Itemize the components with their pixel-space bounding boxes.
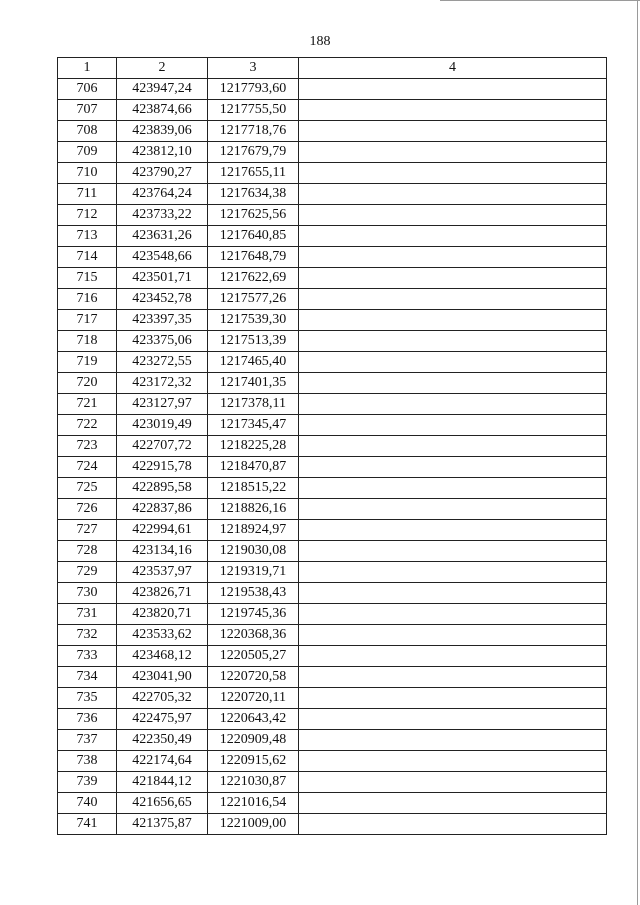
notes-cell xyxy=(299,772,607,793)
x-coordinate-cell: 423127,97 xyxy=(117,394,208,415)
point-number-cell: 711 xyxy=(58,184,117,205)
y-coordinate-cell: 1217539,30 xyxy=(208,310,299,331)
table-row xyxy=(58,226,607,247)
notes-cell xyxy=(299,646,607,667)
x-coordinate-cell: 423812,10 xyxy=(117,142,208,163)
y-coordinate-cell: 1217718,76 xyxy=(208,121,299,142)
x-coordinate-cell: 423826,71 xyxy=(117,583,208,604)
x-coordinate-cell: 423631,26 xyxy=(117,226,208,247)
table-row xyxy=(58,394,607,415)
y-coordinate-cell: 1220505,27 xyxy=(208,646,299,667)
y-coordinate-cell: 1217465,40 xyxy=(208,352,299,373)
table-row xyxy=(58,625,607,646)
notes-cell xyxy=(299,436,607,457)
point-number-cell: 714 xyxy=(58,247,117,268)
x-coordinate-cell: 422994,61 xyxy=(117,520,208,541)
table-row xyxy=(58,709,607,730)
table-row xyxy=(58,478,607,499)
x-coordinate-cell: 423533,62 xyxy=(117,625,208,646)
y-coordinate-cell: 1218515,22 xyxy=(208,478,299,499)
page-number: 188 xyxy=(309,34,331,49)
point-number-cell: 729 xyxy=(58,562,117,583)
table-row xyxy=(58,163,607,184)
table-row xyxy=(58,205,607,226)
notes-cell xyxy=(299,457,607,478)
x-coordinate-cell: 423839,06 xyxy=(117,121,208,142)
notes-cell xyxy=(299,289,607,310)
y-coordinate-cell: 1217679,79 xyxy=(208,142,299,163)
notes-cell xyxy=(299,751,607,772)
point-number-cell: 732 xyxy=(58,625,117,646)
notes-cell xyxy=(299,373,607,394)
notes-cell xyxy=(299,79,607,100)
x-coordinate-cell: 423452,78 xyxy=(117,289,208,310)
y-coordinate-cell: 1218470,87 xyxy=(208,457,299,478)
notes-cell xyxy=(299,478,607,499)
x-coordinate-cell: 423019,49 xyxy=(117,415,208,436)
column-header-notes: 4 xyxy=(299,58,607,79)
x-coordinate-cell: 422350,49 xyxy=(117,730,208,751)
y-coordinate-cell: 1220915,62 xyxy=(208,751,299,772)
x-coordinate-cell: 421375,87 xyxy=(117,814,208,835)
y-coordinate-cell: 1221016,54 xyxy=(208,793,299,814)
notes-cell xyxy=(299,667,607,688)
point-number-cell: 728 xyxy=(58,541,117,562)
notes-cell xyxy=(299,205,607,226)
x-coordinate-cell: 423790,27 xyxy=(117,163,208,184)
table-row xyxy=(58,436,607,457)
y-coordinate-cell: 1217625,56 xyxy=(208,205,299,226)
y-coordinate-cell: 1217655,11 xyxy=(208,163,299,184)
point-number-cell: 710 xyxy=(58,163,117,184)
point-number-cell: 722 xyxy=(58,415,117,436)
y-coordinate-cell: 1217640,85 xyxy=(208,226,299,247)
notes-cell xyxy=(299,226,607,247)
notes-cell xyxy=(299,520,607,541)
point-number-cell: 731 xyxy=(58,604,117,625)
x-coordinate-cell: 422895,58 xyxy=(117,478,208,499)
point-number-cell: 724 xyxy=(58,457,117,478)
y-coordinate-cell: 1220720,11 xyxy=(208,688,299,709)
notes-cell xyxy=(299,583,607,604)
point-number-cell: 741 xyxy=(58,814,117,835)
x-coordinate-cell: 423874,66 xyxy=(117,100,208,121)
y-coordinate-cell: 1217513,39 xyxy=(208,331,299,352)
point-number-cell: 720 xyxy=(58,373,117,394)
notes-cell xyxy=(299,268,607,289)
table-row xyxy=(58,268,607,289)
y-coordinate-cell: 1217648,79 xyxy=(208,247,299,268)
notes-cell xyxy=(299,121,607,142)
y-coordinate-cell: 1217577,26 xyxy=(208,289,299,310)
scan-edge-line-right xyxy=(637,0,638,905)
notes-cell xyxy=(299,793,607,814)
coordinates-table xyxy=(57,57,607,835)
point-number-cell: 738 xyxy=(58,751,117,772)
point-number-cell: 740 xyxy=(58,793,117,814)
x-coordinate-cell: 423501,71 xyxy=(117,268,208,289)
point-number-cell: 735 xyxy=(58,688,117,709)
y-coordinate-cell: 1218924,97 xyxy=(208,520,299,541)
table-row xyxy=(58,352,607,373)
x-coordinate-cell: 423375,06 xyxy=(117,331,208,352)
point-number-cell: 706 xyxy=(58,79,117,100)
x-coordinate-cell: 423272,55 xyxy=(117,352,208,373)
x-coordinate-cell: 423548,66 xyxy=(117,247,208,268)
y-coordinate-cell: 1217401,35 xyxy=(208,373,299,394)
point-number-cell: 730 xyxy=(58,583,117,604)
table-row xyxy=(58,142,607,163)
y-coordinate-cell: 1219745,36 xyxy=(208,604,299,625)
column-header-x: 2 xyxy=(117,58,208,79)
table-row xyxy=(58,604,607,625)
x-coordinate-cell: 422174,64 xyxy=(117,751,208,772)
notes-cell xyxy=(299,499,607,520)
point-number-cell: 717 xyxy=(58,310,117,331)
y-coordinate-cell: 1217378,11 xyxy=(208,394,299,415)
table-row xyxy=(58,499,607,520)
table-row xyxy=(58,667,607,688)
table-row xyxy=(58,730,607,751)
table-header-row xyxy=(58,58,607,79)
table-row xyxy=(58,520,607,541)
notes-cell xyxy=(299,310,607,331)
point-number-cell: 715 xyxy=(58,268,117,289)
table-row xyxy=(58,415,607,436)
notes-cell xyxy=(299,394,607,415)
point-number-cell: 723 xyxy=(58,436,117,457)
x-coordinate-cell: 423733,22 xyxy=(117,205,208,226)
x-coordinate-cell: 423397,35 xyxy=(117,310,208,331)
point-number-cell: 707 xyxy=(58,100,117,121)
y-coordinate-cell: 1221009,00 xyxy=(208,814,299,835)
notes-cell xyxy=(299,415,607,436)
x-coordinate-cell: 423764,24 xyxy=(117,184,208,205)
notes-cell xyxy=(299,562,607,583)
y-coordinate-cell: 1217634,38 xyxy=(208,184,299,205)
table-row xyxy=(58,100,607,121)
point-number-cell: 709 xyxy=(58,142,117,163)
point-number-cell: 712 xyxy=(58,205,117,226)
point-number-cell: 736 xyxy=(58,709,117,730)
notes-cell xyxy=(299,142,607,163)
x-coordinate-cell: 422705,32 xyxy=(117,688,208,709)
x-coordinate-cell: 423041,90 xyxy=(117,667,208,688)
point-number-cell: 737 xyxy=(58,730,117,751)
scan-edge-line-top xyxy=(440,0,640,1)
notes-cell xyxy=(299,352,607,373)
notes-cell xyxy=(299,625,607,646)
table-row xyxy=(58,646,607,667)
point-number-cell: 721 xyxy=(58,394,117,415)
y-coordinate-cell: 1218826,16 xyxy=(208,499,299,520)
y-coordinate-cell: 1220909,48 xyxy=(208,730,299,751)
table-row xyxy=(58,310,607,331)
table-row xyxy=(58,772,607,793)
y-coordinate-cell: 1220368,36 xyxy=(208,625,299,646)
table-row xyxy=(58,289,607,310)
table-row xyxy=(58,457,607,478)
notes-cell xyxy=(299,331,607,352)
x-coordinate-cell: 421844,12 xyxy=(117,772,208,793)
table-row xyxy=(58,541,607,562)
table-row xyxy=(58,814,607,835)
y-coordinate-cell: 1219030,08 xyxy=(208,541,299,562)
point-number-cell: 716 xyxy=(58,289,117,310)
table-row xyxy=(58,79,607,100)
table-row xyxy=(58,562,607,583)
notes-cell xyxy=(299,163,607,184)
x-coordinate-cell: 423537,97 xyxy=(117,562,208,583)
notes-cell xyxy=(299,709,607,730)
point-number-cell: 734 xyxy=(58,667,117,688)
x-coordinate-cell: 423134,16 xyxy=(117,541,208,562)
y-coordinate-cell: 1219538,43 xyxy=(208,583,299,604)
point-number-cell: 739 xyxy=(58,772,117,793)
notes-cell xyxy=(299,604,607,625)
y-coordinate-cell: 1217755,50 xyxy=(208,100,299,121)
table-row xyxy=(58,247,607,268)
notes-cell xyxy=(299,541,607,562)
y-coordinate-cell: 1221030,87 xyxy=(208,772,299,793)
x-coordinate-cell: 423820,71 xyxy=(117,604,208,625)
table-row xyxy=(58,184,607,205)
y-coordinate-cell: 1217793,60 xyxy=(208,79,299,100)
x-coordinate-cell: 422475,97 xyxy=(117,709,208,730)
point-number-cell: 708 xyxy=(58,121,117,142)
column-header-y: 3 xyxy=(208,58,299,79)
point-number-cell: 713 xyxy=(58,226,117,247)
table-row xyxy=(58,751,607,772)
table-body xyxy=(58,79,607,835)
point-number-cell: 719 xyxy=(58,352,117,373)
table-row xyxy=(58,373,607,394)
table-row xyxy=(58,121,607,142)
point-number-cell: 718 xyxy=(58,331,117,352)
table-row xyxy=(58,331,607,352)
x-coordinate-cell: 421656,65 xyxy=(117,793,208,814)
x-coordinate-cell: 422707,72 xyxy=(117,436,208,457)
x-coordinate-cell: 422837,86 xyxy=(117,499,208,520)
notes-cell xyxy=(299,688,607,709)
table-row xyxy=(58,793,607,814)
y-coordinate-cell: 1220643,42 xyxy=(208,709,299,730)
notes-cell xyxy=(299,730,607,751)
table-row xyxy=(58,688,607,709)
notes-cell xyxy=(299,814,607,835)
point-number-cell: 733 xyxy=(58,646,117,667)
y-coordinate-cell: 1219319,71 xyxy=(208,562,299,583)
table-row xyxy=(58,583,607,604)
notes-cell xyxy=(299,247,607,268)
x-coordinate-cell: 423172,32 xyxy=(117,373,208,394)
y-coordinate-cell: 1218225,28 xyxy=(208,436,299,457)
x-coordinate-cell: 423947,24 xyxy=(117,79,208,100)
point-number-cell: 726 xyxy=(58,499,117,520)
x-coordinate-cell: 423468,12 xyxy=(117,646,208,667)
point-number-cell: 725 xyxy=(58,478,117,499)
y-coordinate-cell: 1217622,69 xyxy=(208,268,299,289)
x-coordinate-cell: 422915,78 xyxy=(117,457,208,478)
y-coordinate-cell: 1217345,47 xyxy=(208,415,299,436)
column-header-number: 1 xyxy=(58,58,117,79)
point-number-cell: 727 xyxy=(58,520,117,541)
notes-cell xyxy=(299,184,607,205)
y-coordinate-cell: 1220720,58 xyxy=(208,667,299,688)
notes-cell xyxy=(299,100,607,121)
